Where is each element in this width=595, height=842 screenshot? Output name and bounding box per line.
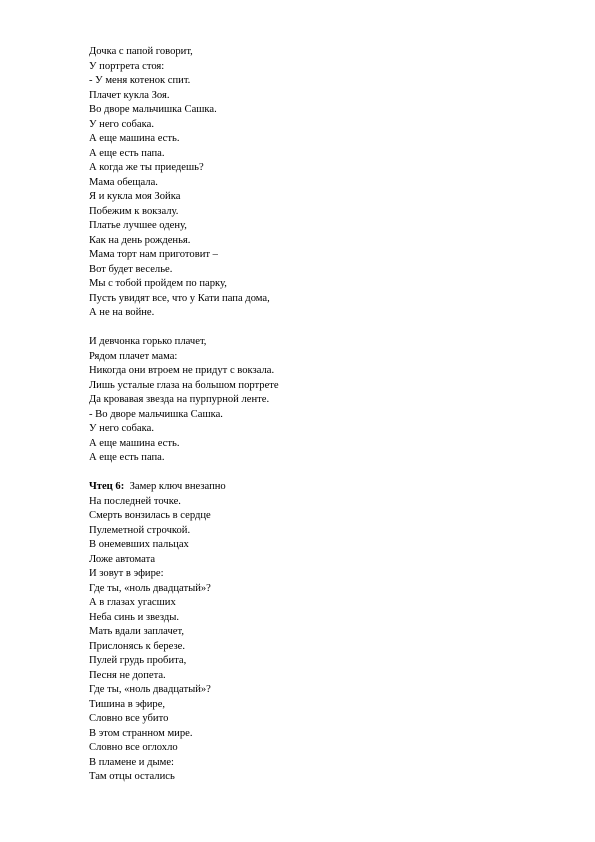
stanza-gap xyxy=(89,466,569,481)
poem-page xyxy=(89,45,569,785)
poem-line: Там отцы остались xyxy=(89,771,175,782)
poem-line: Словно все оглохло xyxy=(89,742,178,753)
poem-line: И зовут в эфире: xyxy=(89,568,164,579)
poem-line: Платье лучшее одену, xyxy=(89,220,187,231)
poem-line: А еще машина есть. xyxy=(89,133,180,144)
poem-line: Плачет кукла Зоя. xyxy=(89,89,170,101)
poem-line: Мы с тобой пройдем по парку, xyxy=(89,278,227,289)
poem-line: Песня не допета. xyxy=(89,669,166,681)
poem-line: В этом странном мире. xyxy=(89,727,193,739)
poem-line: И девчонка горько плачет, xyxy=(89,336,207,347)
poem-line: Пусть увидят все, что у Кати папа дома, xyxy=(89,292,270,304)
poem-line: Словно все убито xyxy=(89,713,169,724)
poem-line: Мама обещала. xyxy=(89,176,158,188)
poem-line: А еще машина есть. xyxy=(89,437,180,449)
poem-line: Прислонясь к березе. xyxy=(89,640,186,652)
stanza-2 xyxy=(89,335,569,466)
poem-line: Неба синь и звезды. xyxy=(89,611,180,623)
poem-line: Во дворе мальчишка Сашка. xyxy=(89,104,217,115)
poem-line: Ложе автомата xyxy=(89,553,156,565)
poem-line: А в глазах угасших xyxy=(89,597,176,608)
poem-line: На последней точке. xyxy=(89,495,181,507)
poem-line: Вот будет веселье. xyxy=(89,263,173,275)
poem-line: Как на день рожденья. xyxy=(89,234,191,246)
poem-line: Где ты, «ноль двадцатый»? xyxy=(89,684,211,695)
poem-line: У него собака. xyxy=(89,118,154,130)
poem-line: - Во дворе мальчишка Сашка. xyxy=(89,408,223,420)
poem-line-text: Замер ключ внезапно xyxy=(129,481,226,492)
poem-line: У портрета стоя: xyxy=(89,60,165,72)
poem-line: Лишь усталые глаза на большом портрете xyxy=(89,379,279,391)
poem-line: Мать вдали заплачет, xyxy=(89,626,184,637)
stanza-gap xyxy=(89,321,569,336)
poem-line: - У меня котенок спит. xyxy=(89,75,191,86)
poem-line: Пулей грудь пробита, xyxy=(89,655,187,666)
poem-line: Мама торт нам приготовит – xyxy=(89,249,218,260)
poem-line: А когда же ты приедешь? xyxy=(89,162,204,173)
poem-line: Побежим к вокзалу. xyxy=(89,205,179,217)
poem-line: Пулеметной строчкой. xyxy=(89,524,191,536)
poem-line: Тишина в эфире, xyxy=(89,698,166,710)
poem-line: Рядом плачет мама: xyxy=(89,350,178,362)
poem-line: А еще есть папа. xyxy=(89,147,165,159)
poem-line: Дочка с папой говорит, xyxy=(89,46,193,57)
poem-line: В пламене и дыме: xyxy=(89,756,174,768)
poem-line: Да кровавая звезда на пурпурной ленте. xyxy=(89,394,270,405)
poem-line-with-speaker xyxy=(89,480,569,495)
stanza-3 xyxy=(89,480,569,785)
poem-line: А не на войне. xyxy=(89,307,155,318)
poem-line: У него собака. xyxy=(89,423,154,434)
poem-line: Смерть вонзилась в сердце xyxy=(89,510,211,521)
stanza-1 xyxy=(89,45,569,321)
poem-line: Я и кукла моя Зойка xyxy=(89,191,181,202)
poem-line: В онемевших пальцах xyxy=(89,539,189,550)
speaker-label: Чтец 6: xyxy=(89,481,125,492)
poem-line: А еще есть папа. xyxy=(89,452,165,463)
poem-line: Где ты, «ноль двадцатый»? xyxy=(89,582,211,594)
poem-line: Никогда они втроем не придут с вокзала. xyxy=(89,365,275,376)
